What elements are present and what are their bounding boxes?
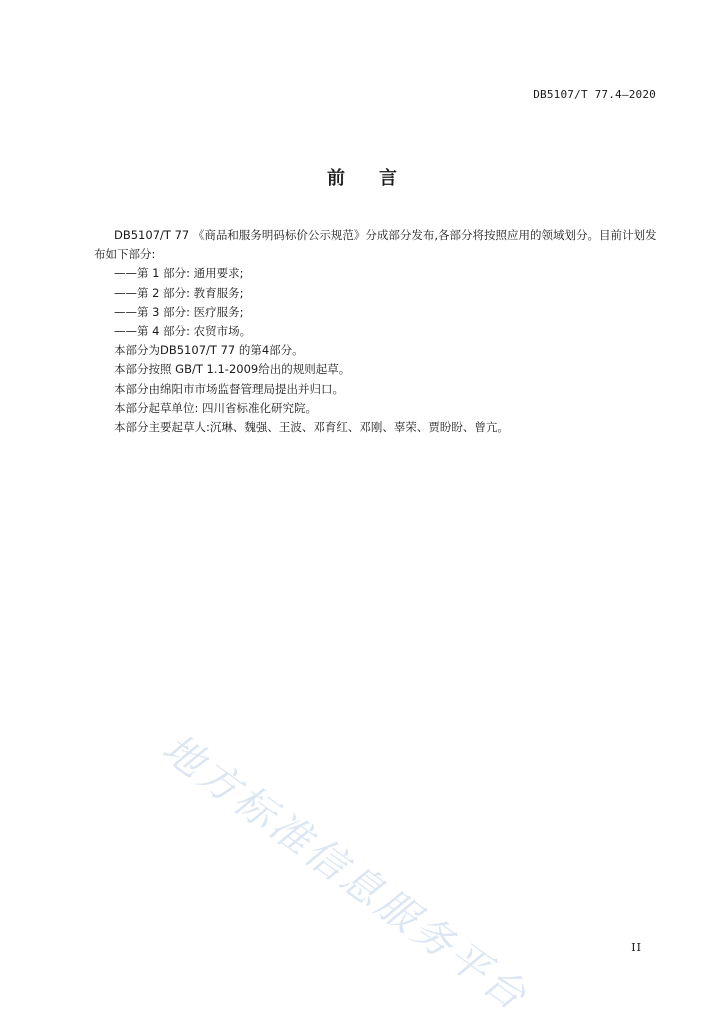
part-list-item: ——第 4 部分: 农贸市场。 <box>114 324 252 339</box>
statement-line: 本部分按照 GB/T 1.1-2009给出的规则起草。 <box>114 362 351 377</box>
statement-line: 本部分为DB5107/T 77 的第4部分。 <box>114 343 304 358</box>
page-number: II <box>631 941 642 954</box>
watermark: 地方标准信息服务平台 <box>153 725 537 1022</box>
part-list-item: ——第 3 部分: 医疗服务; <box>114 304 244 319</box>
part-list-item: ——第 2 部分: 教育服务; <box>114 285 244 300</box>
foreword-body <box>94 226 664 437</box>
page-title: 前言 <box>327 168 431 189</box>
document-code: DB5107/T 77.4—2020 <box>533 88 656 101</box>
intro-paragraph: DB5107/T 77 《商品和服务明码标价公示规范》分成部分发布,各部分将按照应用的领域划分。目前计划发布如下部分: <box>94 228 657 262</box>
part-list-item: ——第 1 部分: 通用要求; <box>114 266 244 281</box>
statement-line: 本部分由绵阳市市场监督管理局提出并归口。 <box>114 381 344 396</box>
statement-line: 本部分主要起草人:沉琳、魏强、王波、邓育红、邓刚、辜荣、贾盼盼、曾亢。 <box>114 420 509 435</box>
statement-line: 本部分起草单位: 四川省标准化研究院。 <box>114 400 318 415</box>
